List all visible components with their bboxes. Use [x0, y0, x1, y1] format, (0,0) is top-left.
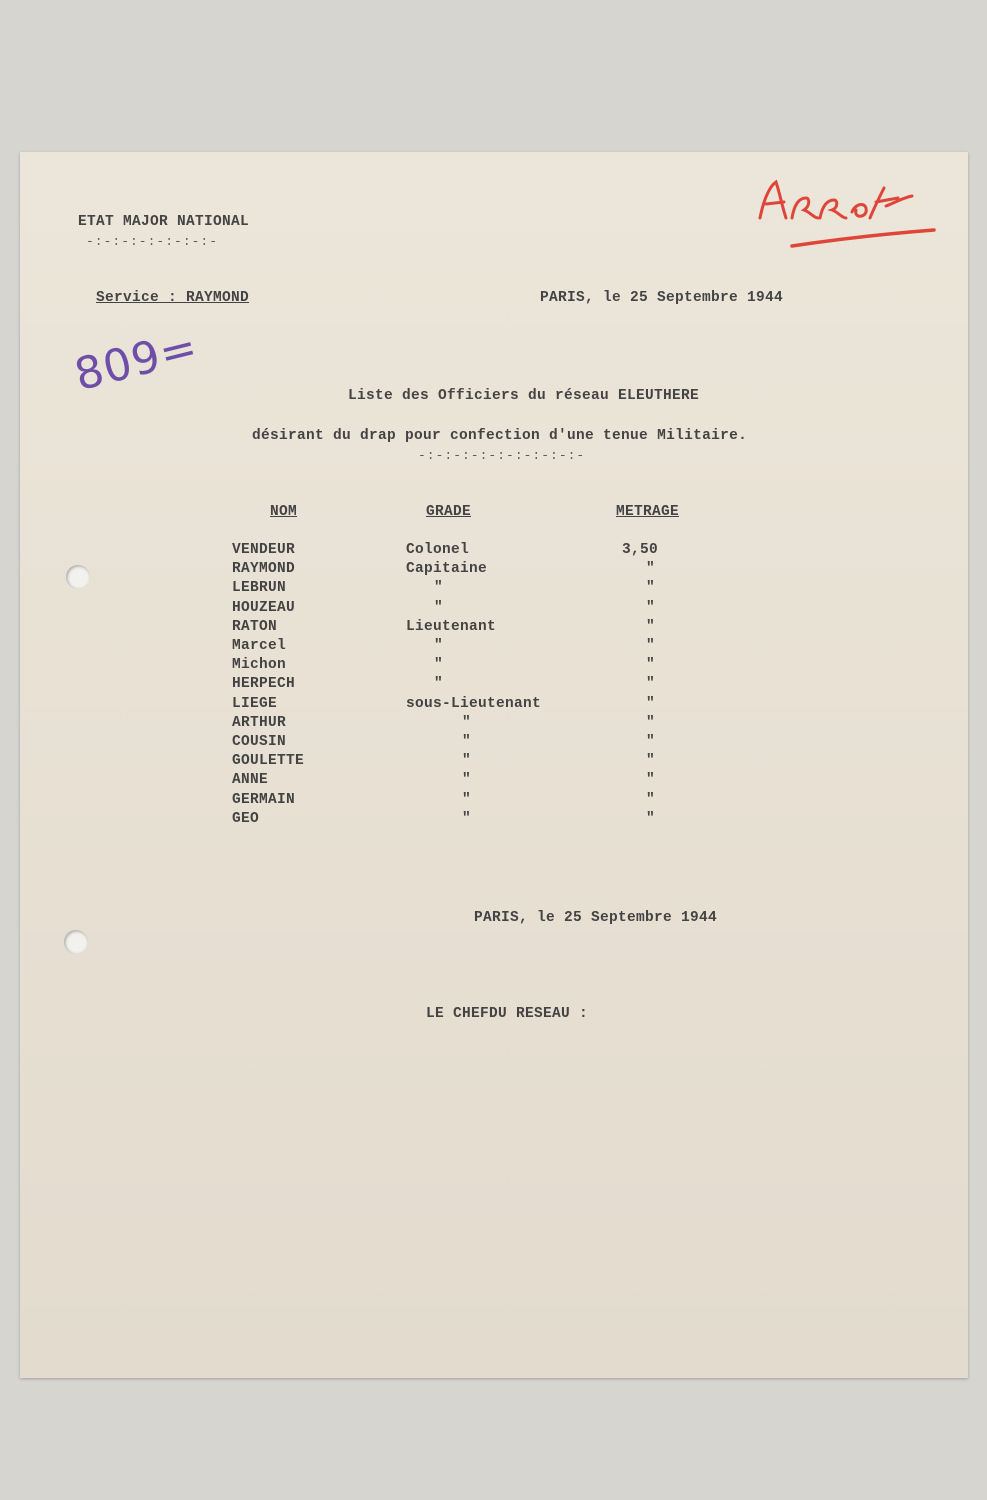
officer-metrage: "	[646, 561, 656, 578]
officer-metrage: "	[646, 580, 656, 597]
document-title-line1: Liste des Officiers du réseau ELEUTHERE	[348, 388, 700, 404]
title-rule: -:-:-:-:-:-:-:-:-:-	[418, 448, 586, 463]
officer-name: RATON	[232, 618, 278, 635]
column-header-metrage: METRAGE	[616, 504, 680, 520]
officer-grade: "	[462, 753, 472, 770]
officer-grade: Colonel	[406, 542, 470, 558]
document-title-line2: désirant du drap pour confection d'une tenue Militaire.	[252, 428, 748, 444]
column-header-grade: GRADE	[426, 504, 472, 520]
document-sheet	[20, 152, 968, 1378]
officer-grade: "	[462, 714, 472, 731]
footer-date: PARIS, le 25 Septembre 1944	[474, 910, 718, 926]
table-row	[20, 542, 968, 561]
officer-name: HERPECH	[232, 676, 296, 693]
officer-grade: "	[462, 810, 472, 827]
table-row	[20, 696, 968, 715]
officer-name: RAYMOND	[232, 561, 296, 578]
officer-grade: Lieutenant	[406, 618, 497, 635]
officer-metrage: "	[646, 618, 656, 635]
officer-grade: "	[434, 599, 444, 616]
punch-hole-bottom	[64, 930, 88, 954]
table-row	[20, 753, 968, 772]
officer-metrage: "	[646, 638, 656, 654]
table-row	[20, 619, 968, 638]
table-row	[20, 600, 968, 619]
table-row	[20, 811, 968, 830]
officer-name: LIEGE	[232, 695, 278, 712]
organisation-rule: -:-:-:-:-:-:-:-	[86, 234, 219, 249]
service-line: Service : RAYMOND	[96, 290, 250, 306]
officer-grade: "	[434, 657, 444, 674]
column-header-nom: NOM	[270, 504, 298, 520]
table-row	[20, 580, 968, 599]
officer-grade: Capitaine	[406, 561, 488, 578]
table-row	[20, 561, 968, 580]
table-row	[20, 676, 968, 695]
officer-metrage: "	[646, 676, 656, 693]
officer-grade: "	[462, 734, 472, 750]
table-row	[20, 792, 968, 811]
officer-name: COUSIN	[232, 734, 287, 750]
officer-name: GOULETTE	[232, 753, 305, 770]
officer-name: LEBRUN	[232, 580, 287, 597]
table-row	[20, 772, 968, 791]
table-row	[20, 715, 968, 734]
officer-metrage: "	[646, 695, 656, 712]
officer-grade: "	[434, 676, 444, 693]
officer-grade: "	[462, 772, 472, 789]
officer-grade: "	[434, 638, 444, 654]
officer-name: HOUZEAU	[232, 599, 296, 616]
officer-name: ANNE	[232, 772, 269, 789]
officer-metrage: "	[646, 772, 656, 789]
officer-name: GERMAIN	[232, 791, 296, 808]
officer-name: Marcel	[232, 638, 287, 654]
officer-name: GEO	[232, 810, 260, 827]
table-row	[20, 734, 968, 753]
officer-name: VENDEUR	[232, 542, 296, 558]
officer-metrage: "	[646, 657, 656, 674]
organisation-name: ETAT MAJOR NATIONAL	[78, 214, 250, 230]
signature-label: LE CHEFDU RESEAU :	[426, 1006, 589, 1022]
archive-stamp-number: 809=	[69, 321, 204, 401]
officer-metrage: 3,50	[622, 542, 659, 558]
officer-grade: "	[434, 580, 444, 597]
officer-grade: "	[462, 791, 472, 808]
officer-metrage: "	[646, 734, 656, 750]
officer-metrage: "	[646, 714, 656, 731]
officer-metrage: "	[646, 810, 656, 827]
officer-name: Michon	[232, 657, 287, 674]
officer-metrage: "	[646, 753, 656, 770]
header-date: PARIS, le 25 Septembre 1944	[540, 290, 784, 306]
officer-grade: sous-Lieutenant	[406, 695, 542, 712]
officer-metrage: "	[646, 791, 656, 808]
table-row	[20, 638, 968, 657]
handwritten-note-mark	[752, 168, 942, 258]
officer-name: ARTHUR	[232, 714, 287, 731]
officer-metrage: "	[646, 599, 656, 616]
table-row	[20, 657, 968, 676]
